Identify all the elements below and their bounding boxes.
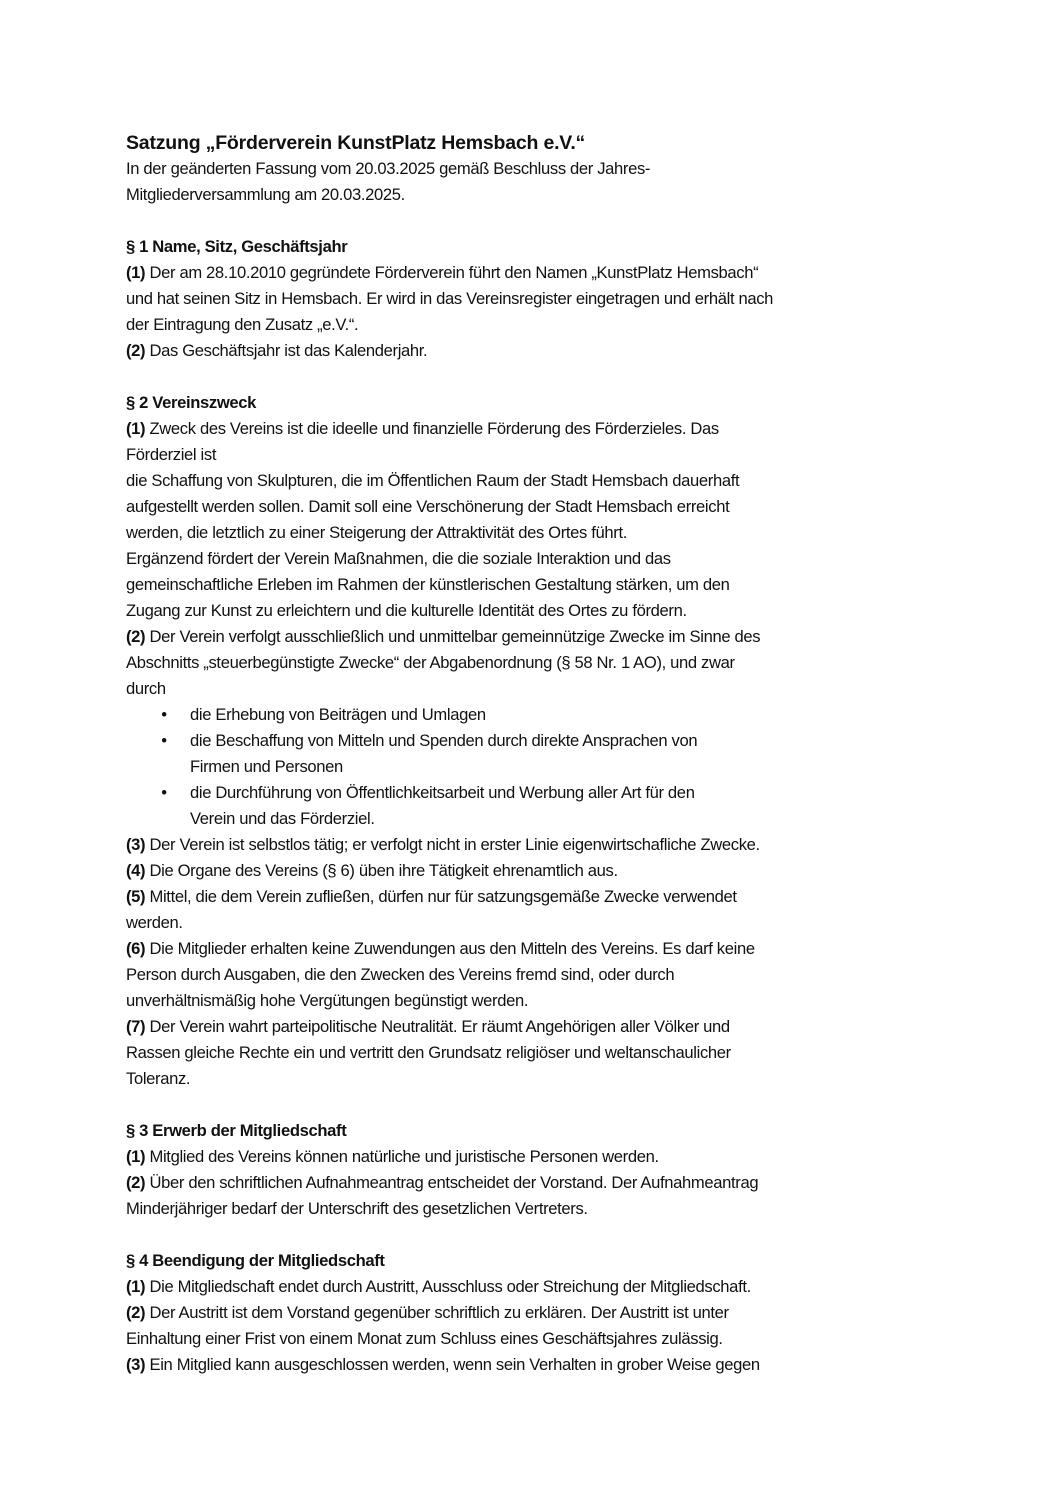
section-heading: § 4 Beendigung der Mitgliedschaft [126,1251,385,1270]
paragraph-line: durch [126,679,166,698]
paragraph-line: Abschnitts „steuerbegünstigte Zwecke“ der Abgabenordnung (§ 58 Nr. 1 AO), und zwar [126,653,735,672]
paragraph-number: (1) [126,263,146,282]
paragraph-line: aufgestellt werden sollen. Damit soll eine Verschönerung der Stadt Hemsbach erreicht [126,497,730,516]
paragraph-line: der Eintragung den Zusatz „e.V.“. [126,315,359,334]
paragraph-number: (5) [126,887,146,906]
paragraph-text: Die Organe des Vereins (§ 6) üben ihre Tätigkeit ehrenamtlich aus. [145,861,618,880]
paragraph-line: unverhältnismäßig hohe Vergütungen begünstigt werden. [126,991,529,1010]
paragraph-line [126,260,946,286]
paragraph-text: Über den schriftlichen Aufnahmeantrag entscheidet der Vorstand. Der Aufnahmeantrag [145,1173,759,1192]
section-4 [126,1248,946,1378]
paragraph-number: (1) [126,1277,146,1296]
list-item [126,728,946,754]
paragraph-number: (1) [126,1147,146,1166]
paragraph-line: Person durch Ausgaben, die den Zwecken des Vereins fremd sind, oder durch [126,965,675,984]
paragraph-number: (1) [126,419,146,438]
paragraph-line: Rassen gleiche Rechte ein und vertritt den Grundsatz religiöser und weltanschaulicher [126,1043,731,1062]
paragraph-text: Der Verein wahrt parteipolitische Neutralität. Er räumt Angehörigen aller Völker und [145,1017,730,1036]
paragraph-line [126,936,946,962]
list-item-continuation: Verein und das Förderziel. [190,809,375,828]
spacer [126,208,946,234]
paragraph-text: Ein Mitglied kann ausgeschlossen werden, wenn sein Verhalten in grober Weise gegen [145,1355,760,1374]
subtitle-line: In der geänderten Fassung vom 20.03.2025 gemäß Beschluss der Jahres- [126,159,651,178]
list-item [126,780,946,806]
paragraph-number: (4) [126,861,146,880]
paragraph-text: Der Austritt ist dem Vorstand gegenüber schriftlich zu erklären. Der Austritt ist unter [145,1303,729,1322]
list-item-text: die Erhebung von Beiträgen und Umlagen [190,705,486,724]
section-2 [126,390,946,1092]
paragraph-number: (7) [126,1017,146,1036]
section-3 [126,1118,946,1222]
paragraph-number: (2) [126,1173,146,1192]
list-item-continuation: Firmen und Personen [190,757,343,776]
document-page [126,130,946,1378]
bullet-icon: • [161,705,167,724]
paragraph-line [126,338,946,364]
section-1 [126,234,946,364]
list-item-text: die Durchführung von Öffentlichkeitsarbeit und Werbung aller Art für den [190,783,695,802]
paragraph-line [126,1300,946,1326]
subtitle-line: Mitgliederversammlung am 20.03.2025. [126,185,405,204]
spacer [126,1092,946,1118]
spacer [126,364,946,390]
paragraph-line: Zugang zur Kunst zu erleichtern und die kulturelle Identität des Ortes zu fördern. [126,601,687,620]
paragraph-line: Einhaltung einer Frist von einem Monat zum Schluss eines Geschäftsjahres zulässig. [126,1329,723,1348]
paragraph-text: Der Verein verfolgt ausschließlich und unmittelbar gemeinnützige Zwecke im Sinne des [145,627,761,646]
paragraph-line: Minderjähriger bedarf der Unterschrift des gesetzlichen Vertreters. [126,1199,588,1218]
section-heading: § 1 Name, Sitz, Geschäftsjahr [126,237,348,256]
paragraph-number: (3) [126,835,146,854]
paragraph-number: (2) [126,627,146,646]
paragraph-line [126,1014,946,1040]
paragraph-line: die Schaffung von Skulpturen, die im Öffentlichen Raum der Stadt Hemsbach dauerhaft [126,471,740,490]
bullet-list [126,702,946,832]
paragraph-line: Toleranz. [126,1069,191,1088]
paragraph-number: (2) [126,1303,146,1322]
paragraph-text: Zweck des Vereins ist die ideelle und finanzielle Förderung des Förderzieles. Das [145,419,719,438]
paragraph-line: gemeinschaftliche Erleben im Rahmen der künstlerischen Gestaltung stärken, um den [126,575,730,594]
paragraph-line [126,416,946,442]
paragraph-text: Mitglied des Vereins können natürliche und juristische Personen werden. [145,1147,659,1166]
paragraph-text: Mittel, die dem Verein zufließen, dürfen nur für satzungsgemäße Zwecke verwendet [145,887,737,906]
paragraph-number: (3) [126,1355,146,1374]
paragraph-number: (6) [126,939,146,958]
paragraph-text: Die Mitgliedschaft endet durch Austritt, Ausschluss oder Streichung der Mitgliedschaft. [145,1277,751,1296]
paragraph-line: Förderziel ist [126,445,217,464]
document-title: Satzung „Förderverein KunstPlatz Hemsbach e.V.“ [126,132,586,154]
paragraph-line [126,858,946,884]
paragraph-line: werden. [126,913,183,932]
bullet-icon: • [161,731,167,750]
paragraph-line: werden, die letztlich zu einer Steigerung der Attraktivität des Ortes führt. [126,523,627,542]
paragraph-line [126,624,946,650]
paragraph-line [126,884,946,910]
paragraph-line [126,1352,946,1378]
paragraph-number: (2) [126,341,146,360]
paragraph-line [126,1274,946,1300]
section-heading: § 3 Erwerb der Mitgliedschaft [126,1121,347,1140]
paragraph-line [126,1144,946,1170]
paragraph-text: Der am 28.10.2010 gegründete Förderverein führt den Namen „KunstPlatz Hemsbach“ [145,263,759,282]
paragraph-text: Der Verein ist selbstlos tätig; er verfolgt nicht in erster Linie eigenwirtschafliche Zwecke. [145,835,760,854]
list-item-text: die Beschaffung von Mitteln und Spenden durch direkte Ansprachen von [190,731,698,750]
paragraph-line: Ergänzend fördert der Verein Maßnahmen, die die soziale Interaktion und das [126,549,671,568]
paragraph-text: Das Geschäftsjahr ist das Kalenderjahr. [145,341,428,360]
spacer [126,1222,946,1248]
section-heading: § 2 Vereinszweck [126,393,257,412]
paragraph-text: Die Mitglieder erhalten keine Zuwendungen aus den Mitteln des Vereins. Es darf keine [145,939,755,958]
list-item [126,702,946,728]
bullet-icon: • [161,783,167,802]
paragraph-line [126,1170,946,1196]
paragraph-line [126,832,946,858]
paragraph-line: und hat seinen Sitz in Hemsbach. Er wird in das Vereinsregister eingetragen und erhält nach [126,289,774,308]
